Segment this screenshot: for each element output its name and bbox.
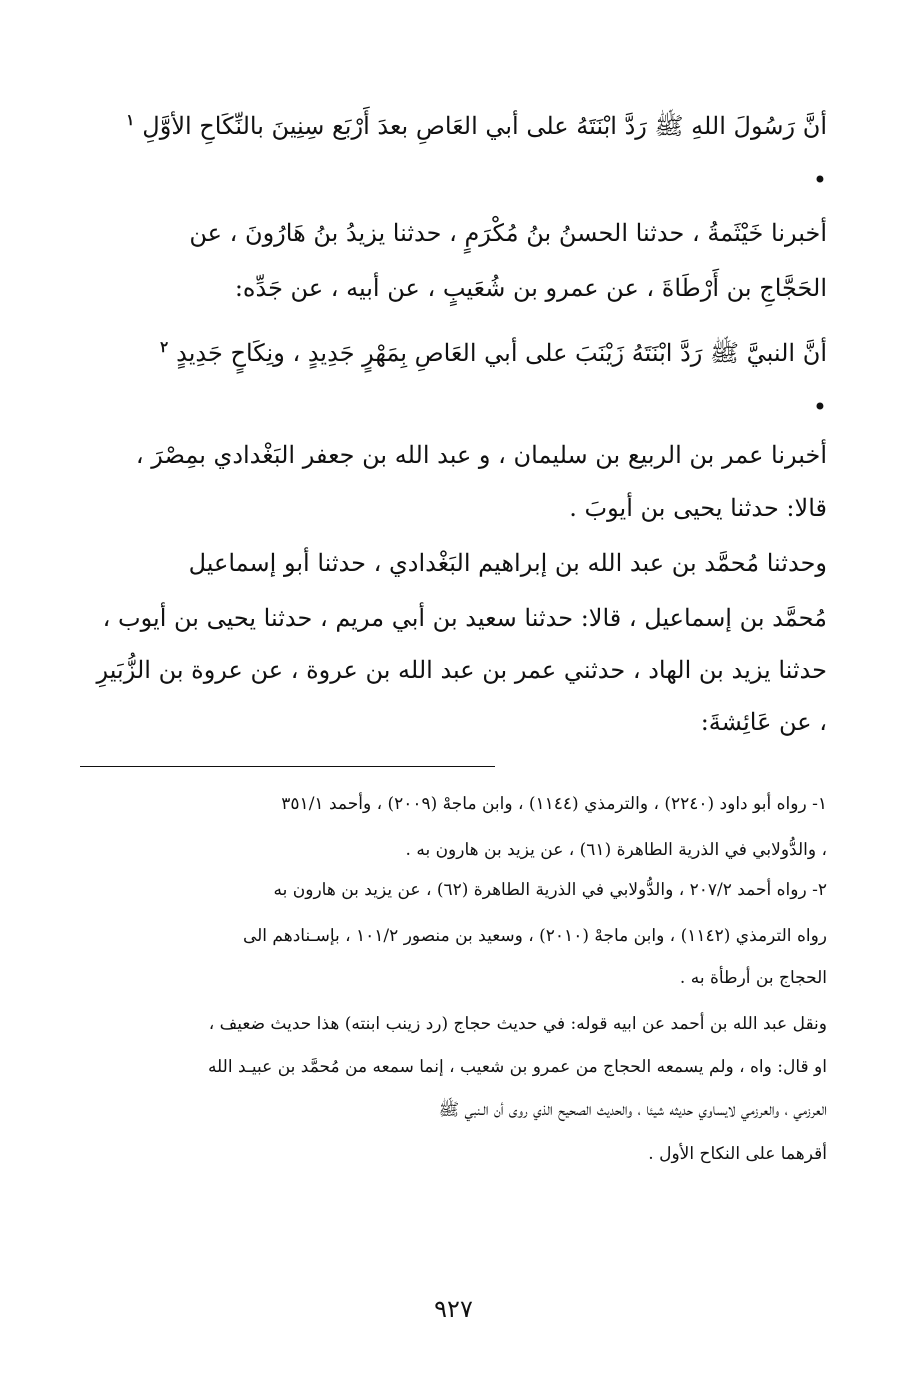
hadith-2-text: أنَّ النبيَّ ﷺ رَدَّ ابْنَتَهُ زَيْنَبَ على أبي العَاصِ بِمَهْرٍ جَدِيدٍ ، ونِكَاحٍ جَدِيدٍ [176,339,827,367]
footnote-2-line-1: ٢- رواه أحمد ٢٠٧/٢ ، والدُّولابي في الذرية الطاهرة (٦٢) ، عن يزيد بن هارون به [273,880,827,900]
footnote-2-line-2: رواه الترمذي (١١٤٢) ، وابن ماجهْ (٢٠١٠) ، وسعيد بن منصور ١٠١/٢ ، بإسـنادهم الى [242,926,827,946]
footnote-separator-rule [80,766,495,767]
section-separator-dot: • [812,166,827,194]
isnad-2-line-2: الحَجَّاجِ بن أَرْطَاةَ ، عن عمرو بن شُعَيبٍ ، عن أبيه ، عن جَدِّه: [234,274,827,302]
footnote-ref-1: ١ [126,111,135,129]
footnote-1-line-2: ، والدُّولابي في الذرية الطاهرة (٦١) ، عن يزيد بن هارون به . [405,840,827,860]
isnad-3-line-4: مُحمَّد بن إسماعيل ، قالا: حدثنا سعيد بن أبي مريم ، حدثنا يحيى بن أيوب ، [102,604,827,632]
footnote-ref-2: ٢ [160,338,169,356]
footnote-3-line-2: او قال: واه ، ولم يسمعه الحجاج من عمرو بن شعيب ، إنما سمعه من مُحمَّد بن عبيـد الله [207,1057,827,1077]
page-number: ٩٢٧ [434,1295,473,1323]
isnad-3-line-2: قالا: حدثنا يحيى بن أيوبَ . [569,494,827,522]
isnad-2-line-1: أخبرنا خَيْثَمةُ ، حدثنا الحسنُ بنُ مُكْرَمٍ ، حدثنا يزيدُ بنُ هَارُونَ ، عن [189,219,827,247]
footnote-3-line-1: ونقل عبد الله بن أحمد عن ابيه قوله: في حديث حجاج (رد زينب ابنته) هذا حديث ضعيف ، [208,1014,827,1034]
hadith-1-line [126,100,827,146]
isnad-3-line-3: وحدثنا مُحمَّد بن عبد الله بن إبراهيم البَغْدادي ، حدثنا أبو إسماعيل [188,549,827,577]
footnote-3-line-4: أقرهما على النكاح الأول . [648,1144,827,1164]
footnote-3-line-3: العرزمي ، والعرزمي لايساوي حديثه شيئا ، والحديث الصحيح الذي روى أن الـنبي ﷺ [438,1100,827,1120]
hadith-1-text: أنَّ رَسُولَ اللهِ ﷺ رَدَّ ابْنَتَهُ على أبي العَاصِ بعدَ أَرْبَع سِنِينَ بالنِّكَاحِ الأوَّلِ [142,112,827,140]
isnad-3-line-6: ، عن عَائِشةَ: [700,708,827,736]
hadith-2-line [160,327,827,373]
footnote-2-line-3: الحجاج بن أرطأة به . [679,968,827,988]
footnote-1-line-1: ١- رواه أبو داود (٢٢٤٠) ، والترمذي (١١٤٤) ، وابن ماجهْ (٢٠٠٩) ، وأحمد ٣٥١/١ [281,794,827,814]
isnad-3-line-1: أخبرنا عمر بن الربيع بن سليمان ، و عبد الله بن جعفر البَغْدادي بمِصْرَ ، [135,441,827,469]
isnad-3-line-5: حدثنا يزيد بن الهاد ، حدثني عمر بن عبد الله بن عروة ، عن عروة بن الزُّبَيرِ [96,656,827,684]
section-separator-dot: • [812,393,827,421]
